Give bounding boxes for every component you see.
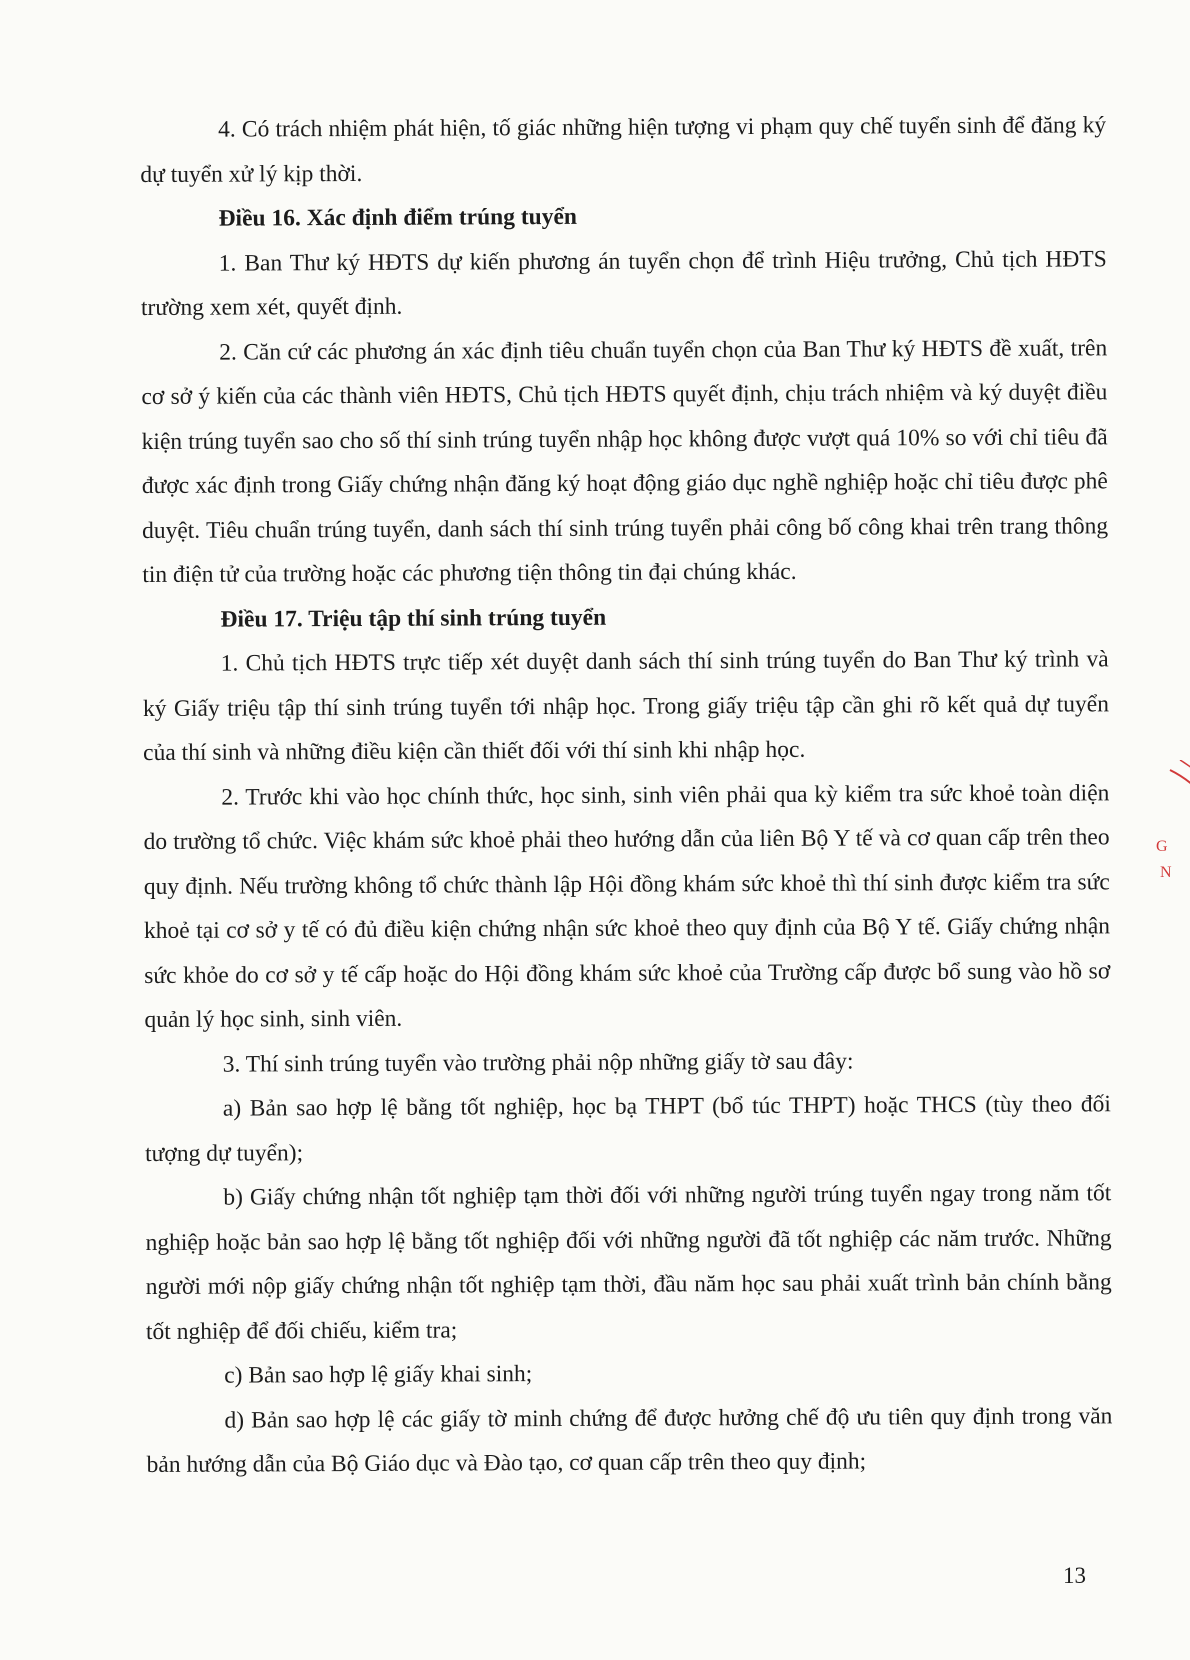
clause-3-item-c: c) Bản sao hợp lệ giấy khai sinh; [224, 1361, 533, 1389]
clause-3-item-b: b) Giấy chứng nhận tốt nghiệp tạm thời đối với những người trúng tuyển ngay trong năm tốt nghiệp hoặc bản sao hợp lệ bằng tốt nghiệp đối với những người đã tốt nghiệp các năm trước. Những người mới nộp giấy chứng nhận tốt nghiệp tạm thời, đầu năm học sau phải xuất trình bản chính bằng tốt nghiệp để đối chiếu, kiểm tra; [145, 1180, 1112, 1345]
page-number: 13 [1063, 1563, 1086, 1588]
red-seal-stamp-fragment [1150, 760, 1190, 960]
article-16-clause-1: 1. Ban Thư ký HĐTS dự kiến phương án tuyển chọn để trình Hiệu trưởng, Chủ tịch HĐTS trường xem xét, quyết định. [140, 245, 1107, 321]
clause-3-item-a: a) Bản sao hợp lệ bằng tốt nghiệp, học bạ THPT (bổ túc THPT) hoặc THCS (tùy theo đối tượng dự tuyển); [145, 1091, 1111, 1167]
article-17-clause-1: 1. Chủ tịch HĐTS trực tiếp xét duyệt danh sách thí sinh trúng tuyển do Ban Thư ký trình và ký Giấy triệu tập thí sinh trúng tuyển tới nhập học. Trong giấy triệu tập cần ghi rõ kết quả dự tuyển của thí sinh và những điều kiện cần thiết đối với thí sinh khi nhập học. [142, 646, 1109, 766]
document-body [140, 103, 1113, 1487]
article-17-clause-2: 2. Trước khi vào học chính thức, học sinh, sinh viên phải qua kỳ kiểm tra sức khoẻ toàn diện do trường tổ chức. Việc khám sức khoẻ phải theo hướng dẫn của liên Bộ Y tế và cơ quan cấp trên theo quy định. Nếu trường không tổ chức thành lập Hội đồng khám sức khoẻ thì thí sinh được kiểm tra sức khoẻ tại cơ sở y tế có đủ điều kiện chứng nhận sức khoẻ theo quy định của Bộ Y tế. Giấy chứng nhận sức khỏe do cơ sở y tế cấp hoặc do Hội đồng khám sức khoẻ của Trường cấp được bổ sung vào hồ sơ quản lý học sinh, sinh viên. [143, 779, 1111, 1033]
article-16-clause-2: 2. Căn cứ các phương án xác định tiêu chuẩn tuyển chọn của Ban Thư ký HĐTS đề xuất, trên cơ sở ý kiến của các thành viên HĐTS, Chủ tịch HĐTS quyết định, chịu trách nhiệm và ký duyệt điều kiện trúng tuyển sao cho số thí sinh trúng tuyển nhập học không được vượt quá 10% so với chỉ tiêu đã được xác định trong Giấy chứng nhận đăng ký hoạt động giáo dục nghề nghiệp hoặc chỉ tiêu được phê duyệt. Tiêu chuẩn trúng tuyển, danh sách thí sinh trúng tuyển phải công bố công khai trên trang thông tin điện tử của trường hoặc các phương tiện thông tin đại chúng khác. [141, 334, 1109, 588]
heading-article-16: Điều 16. Xác định điểm trúng tuyển [218, 203, 578, 232]
stamp-letter-g: G [1156, 838, 1168, 855]
stamp-letter-n: N [1160, 864, 1172, 881]
clause-3-item-d: d) Bản sao hợp lệ các giấy tờ minh chứng để được hưởng chế độ ưu tiên quy định trong văn bản hướng dẫn của Bộ Giáo dục và Đào tạo, cơ quan cấp trên theo quy định; [146, 1402, 1113, 1478]
heading-article-17: Điều 17. Triệu tập thí sinh trúng tuyển [220, 604, 607, 633]
article-17-clause-3: 3. Thí sinh trúng tuyển vào trường phải nộp những giấy tờ sau đây: [222, 1048, 854, 1078]
paragraph-4-responsibility: 4. Có trách nhiệm phát hiện, tố giác những hiện tượng vi phạm quy chế tuyển sinh để đăng ký dự tuyển xử lý kịp thời. [140, 112, 1107, 188]
seal-arc-icon [1150, 760, 1190, 960]
